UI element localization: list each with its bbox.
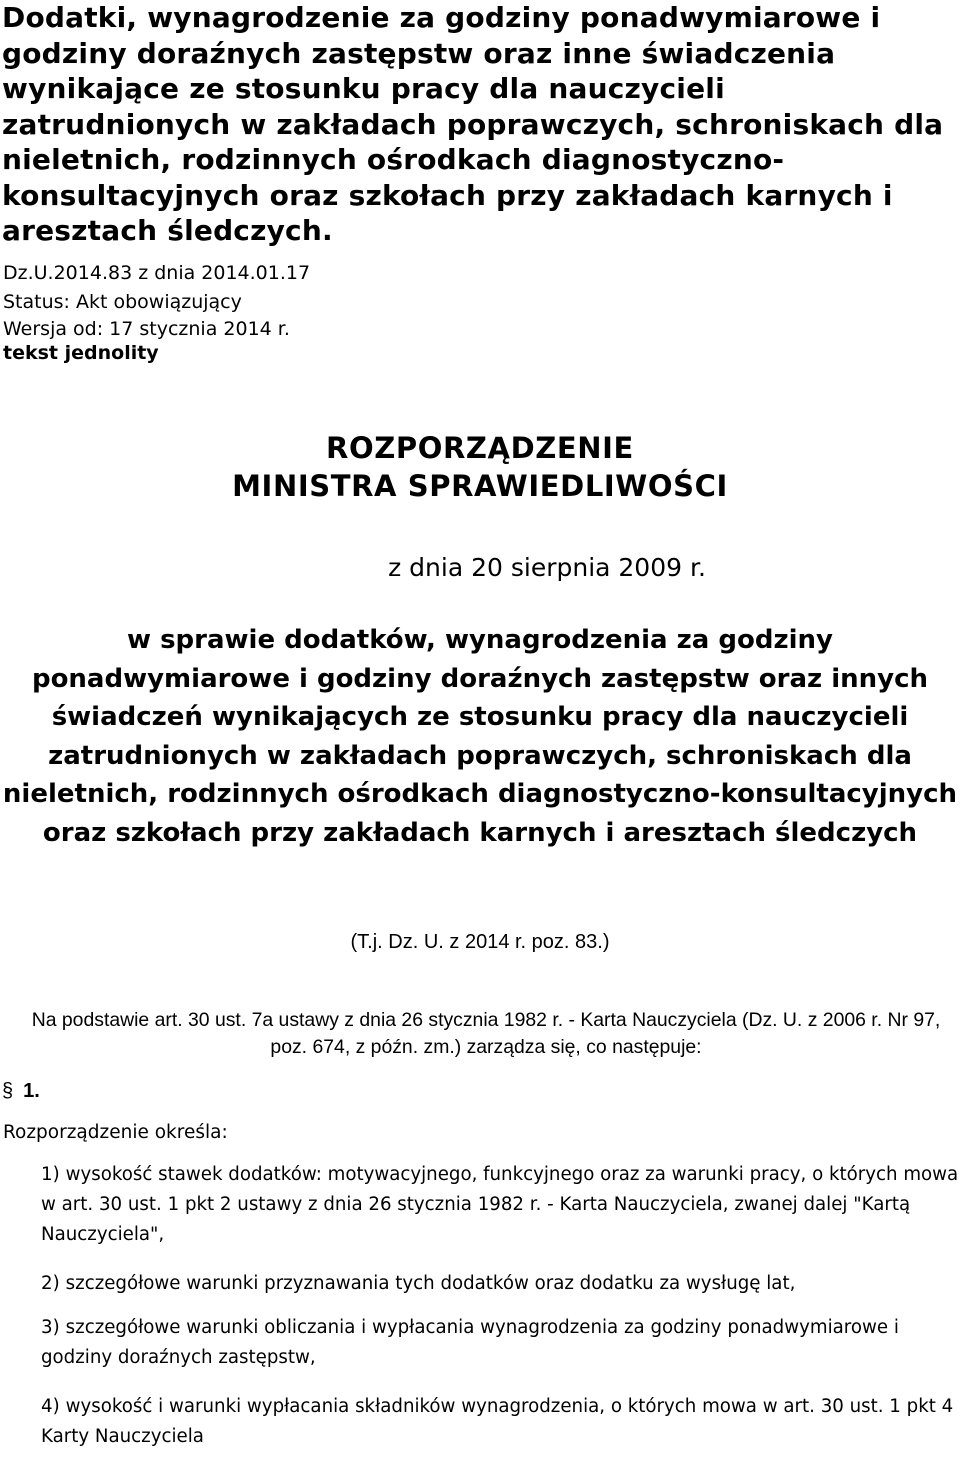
list-item	[41, 1313, 959, 1373]
act-type-line: ROZPORZĄDZENIE	[326, 431, 634, 465]
list-item-number: 3)	[41, 1317, 60, 1338]
act-type-heading	[0, 429, 960, 505]
legal-status: Status: Akt obowiązujący	[3, 291, 242, 313]
section-intro: Rozporządzenie określa:	[3, 1122, 228, 1143]
list-item-text: wysokość i warunki wypłacania składników wynagrodzenia, o których mowa w art. 30 ust. 1 pkt 4 Karty Nauczyciela	[41, 1396, 954, 1447]
journal-reference: Dz.U.2014.83 z dnia 2014.01.17	[3, 262, 311, 284]
list-item	[41, 1269, 959, 1299]
list-item-number: 1)	[41, 1164, 60, 1185]
section-sign: §	[2, 1080, 14, 1102]
consolidated-text-label: tekst jednolity	[3, 342, 159, 364]
list-item	[41, 1392, 959, 1452]
legal-basis-paragraph: Na podstawie art. 30 ust. 7a ustawy z dnia 26 stycznia 1982 r. - Karta Nauczyciela (Dz. U. z 2006 r. Nr 97, poz. 674, z późn. zm.) zarządza się, co następuje:	[31, 1009, 941, 1058]
version-date: Wersja od: 17 stycznia 2014 r.	[3, 318, 290, 340]
document-title: Dodatki, wynagrodzenie za godziny ponadwymiarowe i godziny doraźnych zastępstw oraz inne świadczenia wynikające ze stosunku pracy dla nauczycieli zatrudnionych w zakładach poprawczych, schroniskach dla nieletnich, rodzinnych ośrodkach diagnostyczno-konsultacyjnych oraz szkołach przy zakładach karnych i aresztach śledczych.	[2, 1, 944, 247]
list-item-text: szczegółowe warunki obliczania i wypłacania wynagrodzenia za godziny ponadwymiarowe i godziny doraźnych zastępstw,	[41, 1317, 899, 1368]
act-date: z dnia 20 sierpnia 2009 r.	[388, 553, 706, 582]
section-number: 1.	[23, 1080, 40, 1102]
issuing-authority: MINISTRA SPRAWIEDLIWOŚCI	[232, 469, 728, 503]
list-item-text: wysokość stawek dodatków: motywacyjnego, funkcyjnego oraz za warunki pracy, o których mowa w art. 30 ust. 1 pkt 2 ustawy z dnia 26 stycznia 1982 r. - Karta Nauczyciela, zwanej dalej "Kartą Nauczyciela",	[41, 1164, 959, 1245]
list-item-number: 2)	[41, 1273, 60, 1294]
list-item	[41, 1160, 959, 1250]
publication-reference: (T.j. Dz. U. z 2014 r. poz. 83.)	[350, 931, 610, 953]
list-item-number: 4)	[41, 1396, 60, 1417]
list-item-text: szczegółowe warunki przyznawania tych dodatków oraz dodatku za wysługę lat,	[65, 1273, 796, 1294]
section-heading	[2, 1077, 40, 1105]
provision-list	[41, 1160, 959, 1471]
act-subject: w sprawie dodatków, wynagrodzenia za godziny ponadwymiarowe i godziny doraźnych zastępstw oraz innych świadczeń wynikających ze stosunku pracy dla nauczycieli zatrudnionych w zakładach poprawczych, schroniskach dla nieletnich, rodzinnych ośrodkach diagnostyczno-konsultacyjnych oraz szkołach przy zakładach karnych i aresztach śledczych	[2, 625, 958, 848]
